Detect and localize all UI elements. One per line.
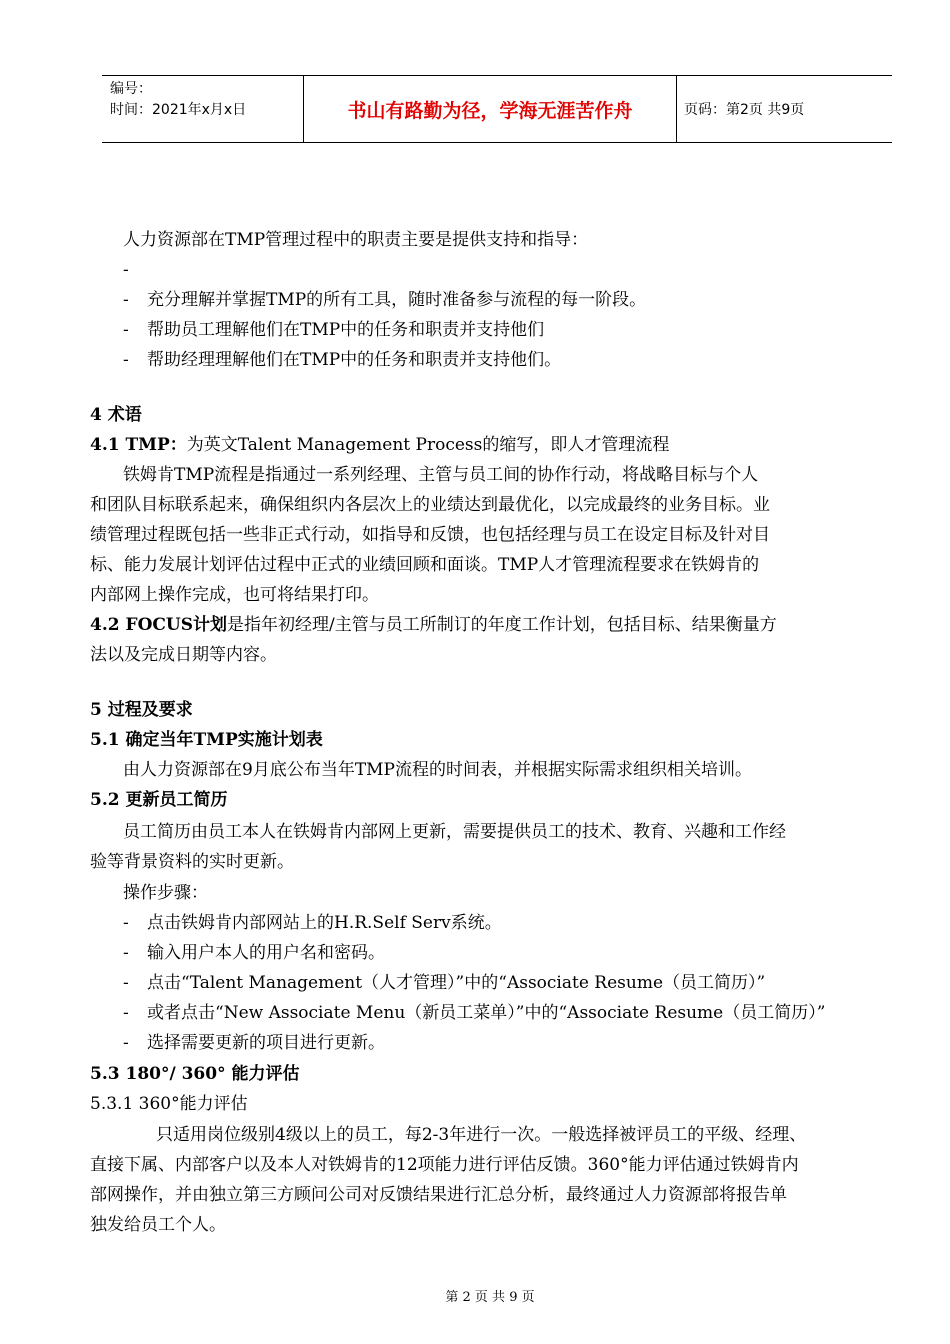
paragraph-line: 法以及完成日期等内容。 <box>90 645 277 665</box>
header-page-number: 页码：第2页 共9页 <box>684 102 805 118</box>
paragraph: 由人力资源部在9月底公布当年TMP流程的时间表，并根据实际需求组织相关培训。 <box>123 760 752 780</box>
section-heading: 4 术语 <box>90 405 142 425</box>
definition: 4.2 FOCUS计划是指年初经理/主管与员工所制订的年度工作计划，包括目标、结果衡量方 <box>90 615 777 635</box>
subsubsection-heading: 5.3.1 360°能力评估 <box>90 1094 248 1114</box>
section-heading: 5 过程及要求 <box>90 700 193 720</box>
header-divider <box>676 75 677 143</box>
paragraph-line: 只适用岗位级别4级以上的员工，每2-3年进行一次。一般选择被评员工的平级、经理、 <box>156 1125 807 1145</box>
step-item: - 或者点击“New Associate Menu（新员工菜单）”中的“Associate Resume（员工简历）” <box>123 1003 826 1023</box>
paragraph-line: 员工简历由员工本人在铁姆肯内部网上更新，需要提供员工的技术、教育、兴趣和工作经 <box>123 822 786 842</box>
document-date: 时间：2021年x月x日 <box>110 102 247 118</box>
header-meta <box>110 79 246 121</box>
subsection-heading: 5.3 180°/ 360° 能力评估 <box>90 1064 300 1084</box>
paragraph-line: 独发给员工个人。 <box>90 1215 226 1235</box>
paragraph-line: 验等背景资料的实时更新。 <box>90 852 294 872</box>
paragraph-line: 和团队目标联系起来，确保组织内各层次上的业绩达到最优化，以完成最终的业务目标。业 <box>90 495 770 515</box>
paragraph-line: 部网操作，并由独立第三方顾问公司对反馈结果进行汇总分析，最终通过人力资源部将报告单 <box>90 1185 787 1205</box>
paragraph: 操作步骤： <box>123 883 208 903</box>
step-item: - 点击铁姆肯内部网站上的H.R.Self Serv系统。 <box>123 913 502 933</box>
page-header <box>102 75 892 143</box>
subsection-heading: 5.1 确定当年TMP实施计划表 <box>90 730 323 750</box>
header-motto: 书山有路勤为径，学海无涯苦作舟 <box>347 99 633 122</box>
list-item: - 帮助员工理解他们在TMP中的任务和职责并支持他们 <box>123 320 545 340</box>
paragraph: 人力资源部在TMP管理过程中的职责主要是提供支持和指导： <box>123 230 589 250</box>
document-number: 编号： <box>110 81 152 97</box>
page-footer: 第 2 页 共 9 页 <box>445 1290 535 1305</box>
step-item: - 点击“Talent Management（人才管理）”中的“Associate Resume（员工简历）” <box>123 973 766 993</box>
list-item: - <box>123 260 129 280</box>
paragraph-line: 铁姆肯TMP流程是指通过一系列经理、主管与员工间的协作行动，将战略目标与个人 <box>123 465 759 485</box>
list-item: - 帮助经理理解他们在TMP中的任务和职责并支持他们。 <box>123 350 562 370</box>
definition: 4.1 TMP：为英文Talent Management Process的缩写，即人才管理流程 <box>90 435 670 455</box>
step-item: - 输入用户本人的用户名和密码。 <box>123 943 385 963</box>
paragraph-line: 标、能力发展计划评估过程中正式的业绩回顾和面谈。TMP人才管理流程要求在铁姆肯的 <box>90 555 760 575</box>
paragraph-line: 绩管理过程既包括一些非正式行动，如指导和反馈，也包括经理与员工在设定目标及针对目 <box>90 525 770 545</box>
subsection-heading: 5.2 更新员工简历 <box>90 790 228 810</box>
paragraph-line: 内部网上操作完成，也可将结果打印。 <box>90 585 379 605</box>
step-item: - 选择需要更新的项目进行更新。 <box>123 1033 385 1053</box>
list-item: - 充分理解并掌握TMP的所有工具，随时准备参与流程的每一阶段。 <box>123 290 647 310</box>
paragraph-line: 直接下属、内部客户以及本人对铁姆肯的12项能力进行评估反馈。360°能力评估通过铁姆肯内 <box>90 1155 799 1175</box>
